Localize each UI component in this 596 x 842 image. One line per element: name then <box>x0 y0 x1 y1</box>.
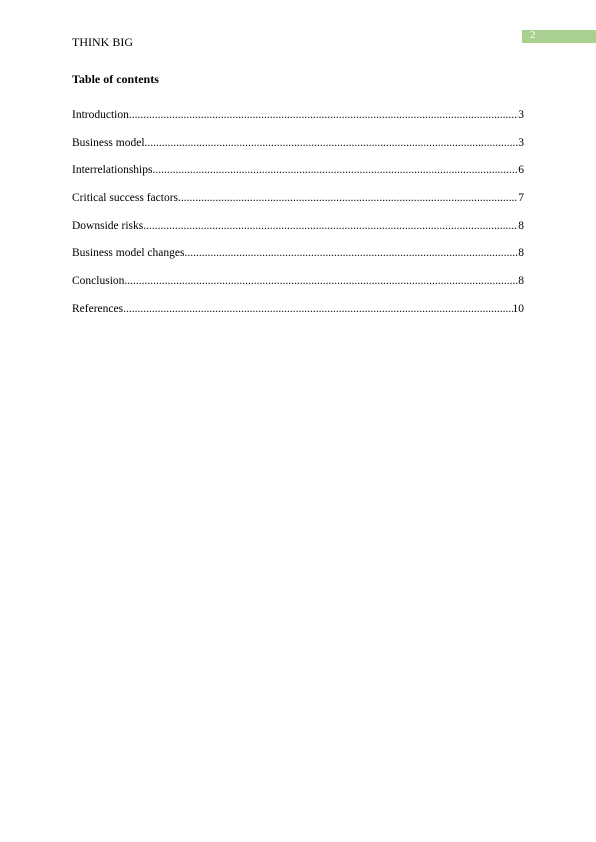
toc-entry-label: Downside risks <box>72 219 144 232</box>
toc-heading: Table of contents <box>72 72 159 86</box>
dot-leader <box>184 246 518 260</box>
toc-entry-label: Business model <box>72 136 145 149</box>
dot-leader <box>124 274 518 288</box>
page-number: 2 <box>530 29 536 41</box>
toc-entry-page: 3 <box>518 136 524 149</box>
toc-entry-page: 8 <box>518 247 524 260</box>
toc-entry-page: 6 <box>518 164 524 177</box>
toc-entry-label: Business model changes <box>72 247 185 260</box>
dot-leader <box>123 302 512 316</box>
toc-entry-conclusion[interactable] <box>72 274 524 302</box>
toc-list <box>72 108 524 330</box>
toc-entry-page: 8 <box>518 219 524 232</box>
toc-entry-label: Conclusion <box>72 275 125 288</box>
toc-entry-page: 8 <box>518 275 524 288</box>
toc-entry-references[interactable] <box>72 302 524 330</box>
toc-entry-label: Critical success factors <box>72 192 179 205</box>
dot-leader <box>143 219 518 233</box>
toc-entry-downside-risks[interactable] <box>72 219 524 247</box>
dot-leader <box>145 136 519 150</box>
toc-entry-page: 10 <box>512 302 524 315</box>
dot-leader <box>152 163 518 177</box>
toc-entry-introduction[interactable] <box>72 108 524 136</box>
toc-entry-label: Interrelationships <box>72 164 153 177</box>
dot-leader <box>178 191 518 205</box>
toc-entry-critical-success-factors[interactable] <box>72 191 524 219</box>
toc-entry-page: 7 <box>518 192 524 205</box>
dot-leader <box>129 108 518 122</box>
toc-entry-label: Introduction <box>72 109 129 121</box>
toc-entry-business-model-changes[interactable] <box>72 246 524 274</box>
page-number-badge <box>522 30 596 43</box>
toc-entry-page: 3 <box>518 109 524 121</box>
toc-entry-interrelationships[interactable] <box>72 163 524 191</box>
running-header: THINK BIG <box>72 35 133 49</box>
toc-entry-label: References <box>72 302 124 315</box>
toc-entry-business-model[interactable] <box>72 136 524 164</box>
